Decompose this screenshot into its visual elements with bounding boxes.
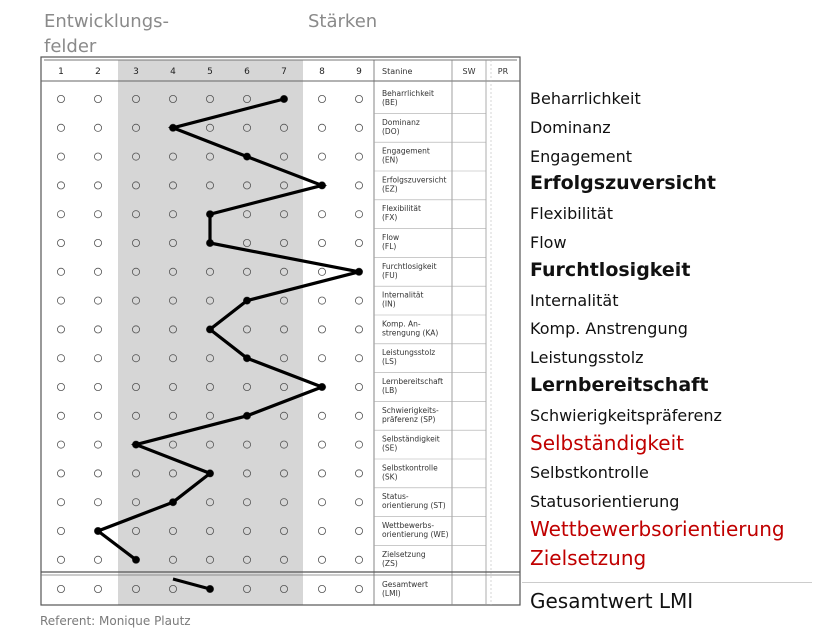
x-tick-label: 3 — [133, 67, 139, 77]
row-label: (FL) — [382, 242, 397, 251]
grid-circle — [318, 95, 325, 102]
row-label: Selbständigkeit — [382, 434, 440, 444]
row-label: (FX) — [382, 213, 398, 223]
grid-circle — [318, 527, 325, 534]
right-label-item: Lernbereitschaft — [530, 374, 709, 396]
grid-circle — [94, 211, 101, 218]
row-label: Selbstkontrolle — [382, 463, 438, 473]
right-label-item: Furchtlosigkeit — [530, 258, 691, 281]
x-tick-label: 4 — [170, 67, 176, 77]
right-label-item: Schwierigkeitspräferenz — [530, 405, 722, 425]
grid-circle — [57, 153, 64, 160]
row-label: Lernbereitschaft — [382, 377, 444, 386]
grid-circle — [94, 95, 101, 102]
right-label-item: Zielsetzung — [530, 545, 647, 570]
header-col-label: SW — [462, 67, 476, 76]
grid-circle — [94, 383, 101, 390]
grid-circle — [57, 527, 64, 534]
x-tick-label: 5 — [207, 67, 213, 77]
row-label: Flow — [382, 233, 400, 242]
row-label: Erfolgszuversicht — [382, 175, 447, 185]
profile-point — [243, 412, 250, 419]
row-label: (SE) — [382, 443, 398, 453]
grid-circle — [94, 239, 101, 246]
profile-point — [243, 153, 250, 160]
profile-point — [132, 556, 139, 563]
right-label-item: Leistungsstolz — [530, 348, 644, 368]
grid-circle — [57, 441, 64, 448]
grid-circle — [318, 470, 325, 477]
grid-circle — [318, 412, 325, 419]
row-label: (BE) — [382, 98, 398, 107]
profile-point — [94, 527, 101, 534]
header-col-label: Stanine — [382, 67, 413, 76]
grid-circle — [57, 499, 64, 506]
row-label: Flexibilität — [382, 204, 421, 214]
right-label-item: Statusorientierung — [530, 492, 680, 512]
x-tick-label: 2 — [95, 67, 101, 77]
grid-circle — [94, 470, 101, 477]
grid-circle — [57, 556, 64, 563]
profile-point — [206, 326, 213, 333]
profile-point — [355, 268, 362, 275]
header-col-label: PR — [497, 67, 509, 76]
right-label-item: Beharrlichkeit — [530, 89, 641, 108]
total-point — [206, 585, 213, 592]
profile-point — [169, 124, 176, 131]
right-label-item: Komp. Anstrengung — [530, 319, 688, 339]
grid-circle — [94, 499, 101, 506]
x-tick-label: 8 — [319, 67, 325, 77]
grid-circle — [94, 326, 101, 333]
header-entwicklungsfelder-line1: Entwicklungs- — [44, 11, 169, 32]
grid-circle — [57, 355, 64, 362]
row-label: Status- — [382, 492, 409, 502]
grid-circle — [355, 383, 362, 390]
profile-point — [169, 499, 176, 506]
right-label-item: Selbstkontrolle — [530, 463, 649, 483]
x-tick-label: 7 — [281, 67, 287, 77]
grid-circle — [57, 585, 64, 592]
grid-circle — [318, 326, 325, 333]
right-label-item: Flexibilität — [530, 204, 613, 224]
row-label: Schwierigkeits- — [382, 405, 439, 415]
grid-circle — [318, 355, 325, 362]
grid-circle — [94, 153, 101, 160]
grid-circle — [318, 585, 325, 592]
grid-circle — [355, 211, 362, 218]
grid-circle — [318, 297, 325, 304]
x-tick-label: 9 — [356, 67, 362, 77]
right-label-item: Gesamtwert LMI — [530, 589, 694, 613]
row-label: (EN) — [382, 155, 399, 165]
grid-circle — [355, 470, 362, 477]
right-label-item: Internalität — [530, 290, 619, 310]
grid-circle — [57, 182, 64, 189]
grid-circle — [94, 182, 101, 189]
grid-circle — [57, 95, 64, 102]
row-label: (LB) — [382, 386, 398, 395]
right-label-item: Dominanz — [530, 117, 611, 137]
grid-circle — [57, 326, 64, 333]
grid-circle — [355, 527, 362, 534]
grid-circle — [318, 556, 325, 563]
profile-point — [132, 441, 139, 448]
profile-point — [206, 470, 213, 477]
grid-circle — [57, 268, 64, 275]
row-label: (FU) — [382, 270, 398, 280]
grid-circle — [355, 355, 362, 362]
total-label: Gesamtwert — [382, 580, 428, 589]
grid-circle — [355, 182, 362, 189]
profile-point — [243, 297, 250, 304]
row-label: Dominanz — [382, 117, 420, 127]
grid-circle — [57, 211, 64, 218]
row-label: (IN) — [382, 299, 396, 309]
x-tick-label: 1 — [58, 67, 64, 77]
grid-circle — [57, 412, 64, 419]
right-label-item: Wettbewerbsorientierung — [530, 517, 785, 541]
grid-circle — [355, 556, 362, 563]
x-tick-label: 6 — [244, 67, 250, 77]
total-label: (LMI) — [382, 589, 401, 598]
row-label: präferenz (SP) — [382, 414, 436, 424]
grid-circle — [318, 441, 325, 448]
row-label: Internalität — [382, 290, 424, 300]
grid-circle — [355, 95, 362, 102]
row-label: (SK) — [382, 472, 398, 482]
grid-circle — [57, 297, 64, 304]
grid-circle — [94, 297, 101, 304]
right-label-item: Flow — [530, 233, 567, 252]
row-label: Komp. An- — [382, 319, 421, 329]
grid-circle — [318, 153, 325, 160]
grid-circle — [94, 268, 101, 275]
header-staerken: Stärken — [308, 11, 378, 32]
row-label: (ZS) — [382, 558, 398, 568]
profile-point — [243, 355, 250, 362]
grid-circle — [355, 124, 362, 131]
grid-circle — [94, 556, 101, 563]
profile-point — [280, 95, 287, 102]
grid-circle — [94, 412, 101, 419]
grid-circle — [355, 585, 362, 592]
grid-circle — [94, 124, 101, 131]
row-label: Furchtlosigkeit — [382, 261, 437, 271]
grid-circle — [355, 499, 362, 506]
grid-circle — [355, 239, 362, 246]
row-label: Wettbewerbs- — [382, 521, 435, 530]
row-label: (EZ) — [382, 184, 398, 194]
profile-point — [206, 211, 213, 218]
row-label: Beharrlichkeit — [382, 89, 434, 98]
grid-circle — [57, 239, 64, 246]
grid-circle — [355, 153, 362, 160]
right-label-item: Erfolgszuversicht — [530, 172, 717, 195]
row-label: (DO) — [382, 126, 400, 136]
grid-circle — [57, 383, 64, 390]
row-label: orientierung (WE) — [382, 530, 449, 539]
grid-circle — [355, 441, 362, 448]
row-label: Leistungsstolz — [382, 348, 436, 358]
row-label: (LS) — [382, 357, 397, 367]
row-label: Zielsetzung — [382, 549, 426, 559]
grid-circle — [318, 268, 325, 275]
footer-referent: Referent: Monique Plautz — [40, 614, 191, 628]
right-label-divider — [522, 582, 812, 583]
grid-circle — [94, 585, 101, 592]
grid-circle — [355, 412, 362, 419]
grid-circle — [318, 499, 325, 506]
row-label: strengung (KA) — [382, 328, 439, 338]
grid-circle — [57, 470, 64, 477]
profile-point — [206, 239, 213, 246]
grid-circle — [318, 211, 325, 218]
profile-point — [318, 383, 325, 390]
row-label: Engagement — [382, 146, 430, 156]
grid-circle — [355, 297, 362, 304]
grid-circle — [318, 124, 325, 131]
grid-circle — [57, 124, 64, 131]
grid-circle — [94, 355, 101, 362]
row-label: orientierung (ST) — [382, 501, 446, 511]
grid-circle — [94, 441, 101, 448]
right-label-item: Selbständigkeit — [530, 430, 684, 455]
profile-point — [318, 182, 325, 189]
header-entwicklungsfelder-line2: felder — [44, 36, 97, 57]
grid-circle — [318, 239, 325, 246]
grid-circle — [355, 326, 362, 333]
right-label-item: Engagement — [530, 146, 633, 166]
